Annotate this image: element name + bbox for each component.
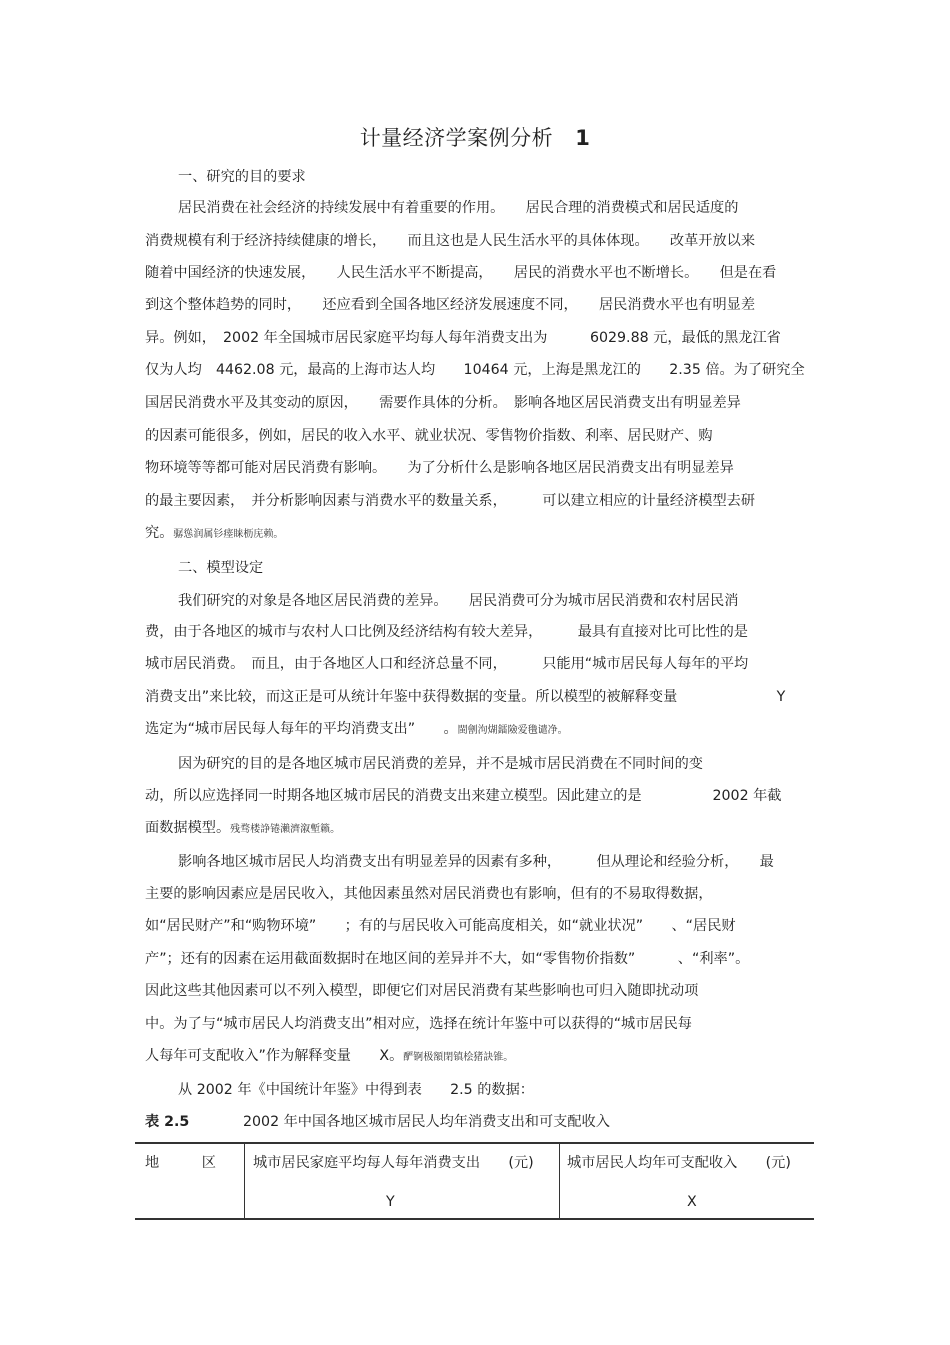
p1-line-3: 随着中国经济的快速发展， 人民生活水平不断提高， 居民的消费水平也不断增长。 但是在看	[145, 265, 777, 281]
table-header-income: 城市居民人均年可支配收入 (元)	[567, 1155, 791, 1171]
p3-line-3	[145, 819, 340, 839]
p1-line-5: 异。例如， 2002 年全国城市居民家庭平均每人每年消费支出为 6029.88 元，最低的黑龙江省	[145, 330, 781, 346]
p4-line-7	[145, 1047, 513, 1067]
p1-line-8: 的因素可能很多，例如，居民的收入水平、就业状况、零售物价指数、利率、居民财产、购	[145, 428, 713, 444]
p1-line-11	[145, 524, 283, 544]
table-header-x-var: X	[687, 1194, 697, 1210]
title-text: 计量经济学案例分析	[359, 126, 554, 150]
table-caption: 2002 年中国各地区城市居民人均年消费支出和可支配收入	[243, 1114, 610, 1130]
p2-last-text: 选定为“城市居民每人每年的平均消费支出” 。	[145, 721, 458, 737]
p3-last-text: 面数据模型。	[145, 820, 231, 836]
p4-line-1: 影响各地区城市居民人均消费支出有明显差异的因素有多种， 但从理论和经验分析， 最	[178, 854, 774, 870]
p2-line-5	[145, 720, 568, 740]
document-title	[0, 122, 950, 152]
p4-last-text: 人每年可支配收入”作为解释变量 X。	[145, 1048, 404, 1064]
p3-line-1: 因为研究的目的是各地区城市居民消费的差异，并不是城市居民消费在不同时间的变	[178, 756, 703, 772]
p5-line: 从 2002 年《中国统计年鉴》中得到表 2.5 的数据：	[178, 1082, 534, 1098]
p1-line-7: 国居民消费水平及其变动的原因， 需要作具体的分析。 影响各地区居民消费支出有明显差异	[145, 395, 741, 411]
p4-line-4: 产”；还有的因素在运用截面数据时在地区间的差异并不大，如“零售物价指数” 、“利率”。	[145, 951, 750, 967]
p1-line-9: 物环境等等都可能对居民消费有影响。 为了分析什么是影响各地区居民消费支出有明显差异	[145, 460, 734, 476]
table-top-rule	[135, 1142, 814, 1144]
p1-line-1: 居民消费在社会经济的持续发展中有着重要的作用。 居民合理的消费模式和居民适度的	[178, 200, 739, 216]
p3-line-2: 动，所以应选择同一时期各地区城市居民的消费支出来建立模型。因此建立的是 2002 年截	[145, 788, 782, 804]
p1-line-4: 到这个整体趋势的同时， 还应看到全国各地区经济发展速度不同， 居民消费水平也有明显差	[145, 297, 756, 313]
p2-line-4: 消费支出”来比较，而这正是可从统计年鉴中获得数据的变量。所以模型的被解释变量 Y	[145, 689, 786, 705]
p2-line-3: 城市居民消费。 而且，由于各地区人口和经济总量不同， 只能用“城市居民每人每年的平均	[145, 656, 749, 672]
table-col-divider-1	[244, 1142, 245, 1219]
section-2-heading: 二、模型设定	[178, 560, 264, 576]
table-header-consumption: 城市居民家庭平均每人每年消费支出 (元)	[253, 1155, 534, 1171]
p4-line-3: 如“居民财产”和“购物环境” ；有的与居民收入可能高度相关，如“就业状况” 、“居民财	[145, 918, 736, 934]
table-label: 表 2.5	[145, 1114, 190, 1130]
table-header-region: 地 区	[145, 1155, 216, 1171]
table-bottom-rule	[135, 1218, 814, 1220]
table-header-y-var: Y	[386, 1194, 395, 1210]
p1-last-text: 究。	[145, 525, 174, 541]
p4-line-6: 中。为了与“城市居民人均消费支出”相对应，选择在统计年鉴中可以获得的“城市居民每	[145, 1016, 692, 1032]
title-number: 1	[575, 126, 591, 150]
section-1-heading: 一、研究的目的要求	[178, 169, 306, 185]
p3-small-text: 残骛楼諍锩瀨濟溆塹籟。	[230, 824, 341, 835]
p1-small-text: 骣慫润属钐瘗睐枥庑赖。	[173, 529, 284, 540]
p4-line-2: 主要的影响因素应是居民收入，其他因素虽然对居民消费也有影响，但有的不易取得数据，	[145, 886, 713, 902]
p4-small-text: 酽锕极額閉镇桧猪訣锥。	[403, 1052, 514, 1063]
p4-line-5: 因此这些其他因素可以不列入模型，即便它们对居民消费有某些影响也可归入随即扰动项	[145, 983, 699, 999]
p2-line-2: 费，由于各地区的城市与农村人口比例及经济结构有较大差异， 最具有直接对比可比性的是	[145, 624, 748, 640]
p1-line-10: 的最主要因素， 并分析影响因素与消费水平的数量关系， 可以建立相应的计量经济模型去研	[145, 493, 756, 509]
p2-small-text: 閩劊泃煳鐳險爱氇谴净。	[457, 725, 568, 736]
table-col-divider-2	[559, 1142, 560, 1219]
p2-line-1: 我们研究的对象是各地区居民消费的差异。 居民消费可分为城市居民消费和农村居民消	[178, 593, 739, 609]
p1-line-2: 消费规模有利于经济持续健康的增长， 而且这也是人民生活水平的具体体现。 改革开放以来	[145, 233, 756, 249]
p1-line-6: 仅为人均 4462.08 元，最高的上海市达人均 10464 元，上海是黑龙江的 2.35 倍。为了研究全	[145, 362, 805, 378]
